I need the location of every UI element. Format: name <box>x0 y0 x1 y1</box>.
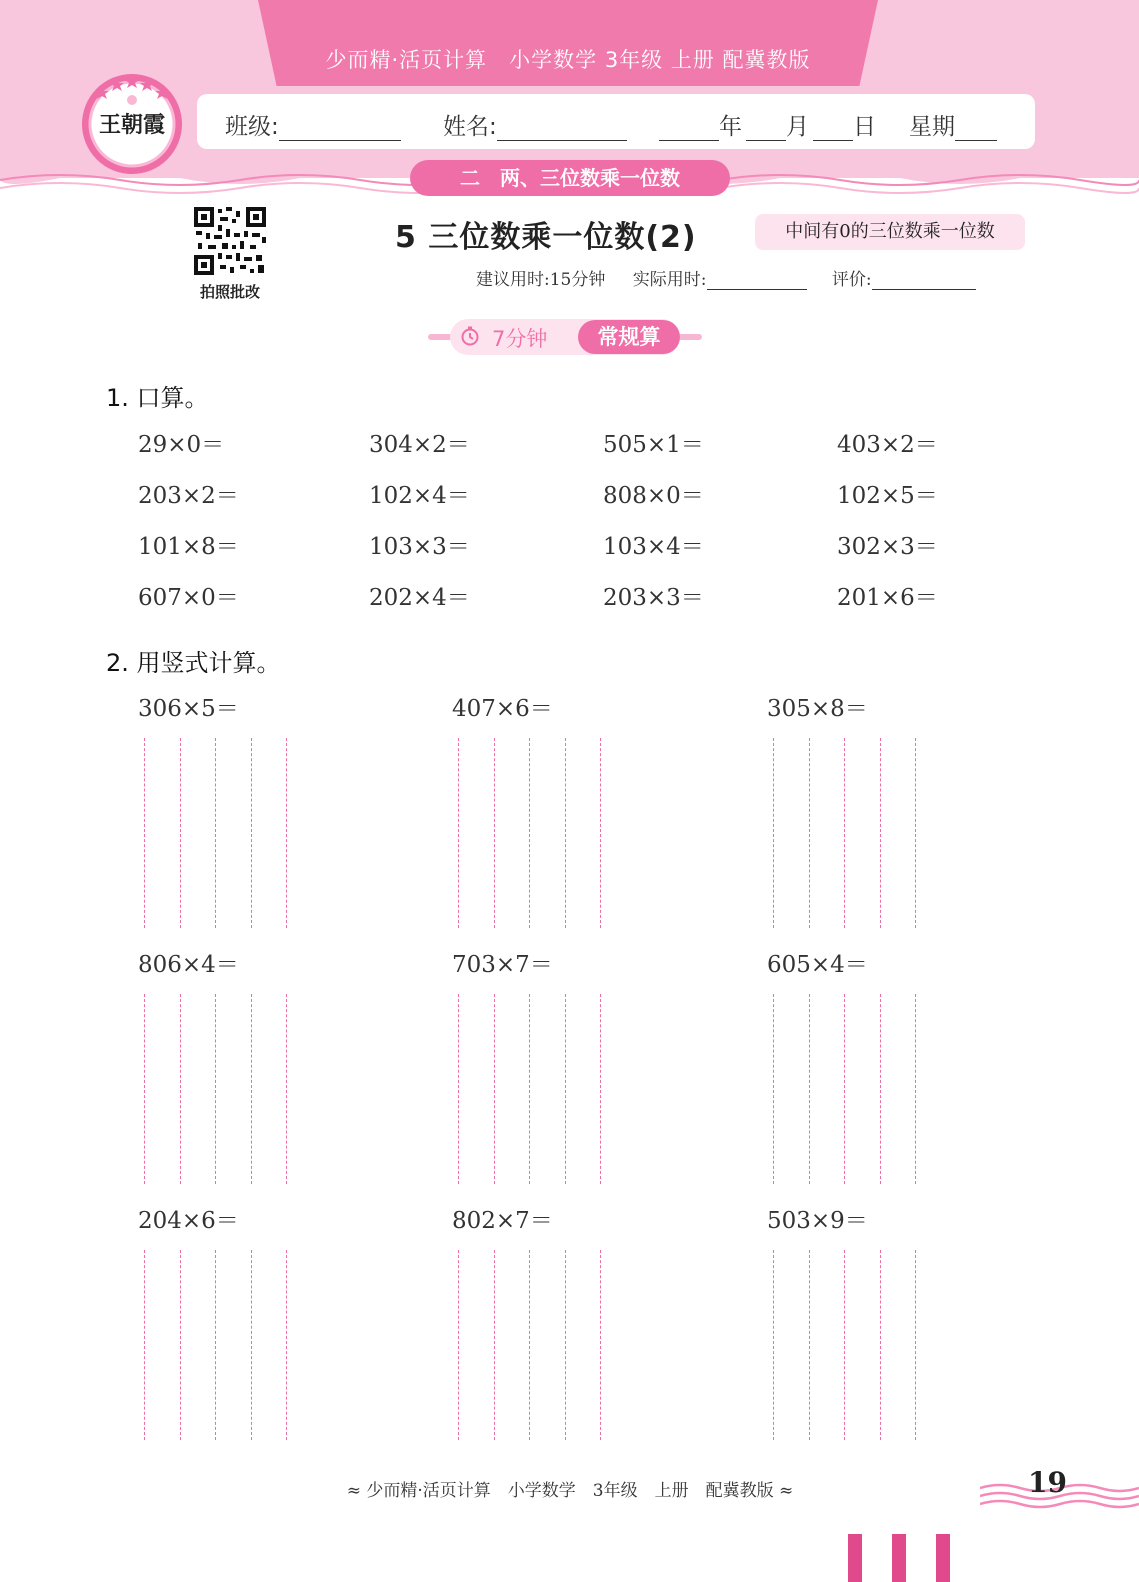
grid-line <box>773 994 774 1184</box>
vertical-problem: 204×6＝ <box>138 1208 239 1234</box>
oral-problem: 607×0＝ <box>138 585 239 611</box>
grid-line <box>286 994 287 1184</box>
answer-grid[interactable] <box>773 1250 921 1440</box>
oral-problem: 202×4＝ <box>369 585 470 611</box>
grid-line <box>180 994 181 1184</box>
grid-line <box>458 994 459 1184</box>
vertical-problem: 605×4＝ <box>767 952 868 978</box>
lesson-title: 5 三位数乘一位数(2) <box>395 220 697 255</box>
grid-line <box>494 1250 495 1440</box>
grid-line <box>180 738 181 928</box>
grid-line <box>809 994 810 1184</box>
vertical-problem: 703×7＝ <box>452 952 553 978</box>
timer-text: 7分钟 <box>492 327 548 351</box>
grid-line <box>144 1250 145 1440</box>
section2-title: 2. 用竖式计算。 <box>106 649 281 677</box>
weekday-label: 星期 <box>909 114 955 140</box>
grid-line <box>600 1250 601 1440</box>
grid-line <box>251 994 252 1184</box>
actual-time-field[interactable] <box>707 273 807 290</box>
answer-grid[interactable] <box>773 994 921 1184</box>
grid-line <box>915 994 916 1184</box>
section1-title: 1. 口算。 <box>106 384 209 412</box>
name-field[interactable] <box>497 118 627 141</box>
grid-line <box>915 1250 916 1440</box>
grid-line <box>773 738 774 928</box>
year-field[interactable] <box>659 118 719 141</box>
student-info-bar <box>197 94 1035 149</box>
grid-line <box>880 994 881 1184</box>
grid-line <box>529 738 530 928</box>
grid-line <box>286 738 287 928</box>
bottom-bar <box>848 1534 862 1582</box>
grid-line <box>458 1250 459 1440</box>
oral-problem: 102×4＝ <box>369 483 470 509</box>
year-label: 年 <box>719 114 742 140</box>
vertical-problem: 407×6＝ <box>452 696 553 722</box>
answer-grid[interactable] <box>144 738 292 928</box>
grid-line <box>215 1250 216 1440</box>
grid-line <box>494 738 495 928</box>
grid-line <box>215 994 216 1184</box>
grid-line <box>215 738 216 928</box>
answer-grid[interactable] <box>458 738 606 928</box>
rating-field[interactable] <box>872 273 976 290</box>
oral-problem: 103×4＝ <box>603 534 704 560</box>
timer-badge: 常规算 <box>578 320 680 354</box>
oral-problem: 103×3＝ <box>369 534 470 560</box>
grid-line <box>565 1250 566 1440</box>
oral-problem: 101×8＝ <box>138 534 239 560</box>
rating-label: 评价: <box>831 270 872 290</box>
grid-line <box>880 1250 881 1440</box>
answer-grid[interactable] <box>144 1250 292 1440</box>
qr-code-icon[interactable] <box>192 205 268 277</box>
footer-text: ≈ 少而精·活页计算 小学数学 3年级 上册 配冀教版 ≈ <box>346 1481 794 1501</box>
oral-problem: 302×3＝ <box>837 534 938 560</box>
suggested-time: 建议用时:15分钟 <box>476 270 606 290</box>
oral-problem: 203×2＝ <box>138 483 239 509</box>
oral-problem: 102×5＝ <box>837 483 938 509</box>
grid-line <box>809 738 810 928</box>
answer-grid[interactable] <box>458 994 606 1184</box>
grid-line <box>600 994 601 1184</box>
qr-label: 拍照批改 <box>199 283 260 301</box>
vertical-problem: 305×8＝ <box>767 696 868 722</box>
grid-line <box>844 994 845 1184</box>
grid-line <box>565 738 566 928</box>
grid-line <box>286 1250 287 1440</box>
grid-line <box>144 994 145 1184</box>
grid-line <box>565 994 566 1184</box>
vertical-problem: 503×9＝ <box>767 1208 868 1234</box>
day-field[interactable] <box>813 118 853 141</box>
day-label: 日 <box>853 114 876 140</box>
grid-line <box>600 738 601 928</box>
grid-line <box>809 1250 810 1440</box>
month-field[interactable] <box>746 118 786 141</box>
lesson-tag: 中间有0的三位数乘一位数 <box>755 214 1025 250</box>
logo-text: 王朝霞 <box>98 112 165 138</box>
stopwatch-icon <box>460 326 480 346</box>
grid-line <box>144 738 145 928</box>
actual-time-label: 实际用时: <box>632 270 707 290</box>
month-label: 月 <box>786 114 809 140</box>
oral-problem: 505×1＝ <box>603 432 704 458</box>
series-title: 少而精·活页计算 小学数学 3年级 上册 配冀教版 <box>325 48 811 72</box>
oral-problem: 808×0＝ <box>603 483 704 509</box>
unit-badge: 二 两、三位数乘一位数 <box>410 160 730 196</box>
vertical-problem: 802×7＝ <box>452 1208 553 1234</box>
bottom-bar <box>936 1534 950 1582</box>
oral-problem: 304×2＝ <box>369 432 470 458</box>
answer-grid[interactable] <box>773 738 921 928</box>
class-field[interactable] <box>279 118 401 141</box>
oral-problem: 201×6＝ <box>837 585 938 611</box>
grid-line <box>251 1250 252 1440</box>
oral-problem: 203×3＝ <box>603 585 704 611</box>
grid-line <box>458 738 459 928</box>
grid-line <box>251 738 252 928</box>
grid-line <box>529 994 530 1184</box>
time-row <box>476 265 976 290</box>
class-label: 班级: <box>225 114 279 140</box>
page-number: 19 <box>1028 1466 1067 1499</box>
name-label: 姓名: <box>443 114 497 140</box>
oral-problem: 403×2＝ <box>837 432 938 458</box>
bottom-bar <box>892 1534 906 1582</box>
vertical-problem: 306×5＝ <box>138 696 239 722</box>
oral-problem: 29×0＝ <box>138 432 225 458</box>
weekday-field[interactable] <box>955 118 997 141</box>
grid-line <box>529 1250 530 1440</box>
vertical-problem: 806×4＝ <box>138 952 239 978</box>
grid-line <box>180 1250 181 1440</box>
answer-grid[interactable] <box>458 1250 606 1440</box>
grid-line <box>773 1250 774 1440</box>
answer-grid[interactable] <box>144 994 292 1184</box>
grid-line <box>844 1250 845 1440</box>
grid-line <box>880 738 881 928</box>
grid-line <box>844 738 845 928</box>
grid-line <box>494 994 495 1184</box>
grid-line <box>915 738 916 928</box>
